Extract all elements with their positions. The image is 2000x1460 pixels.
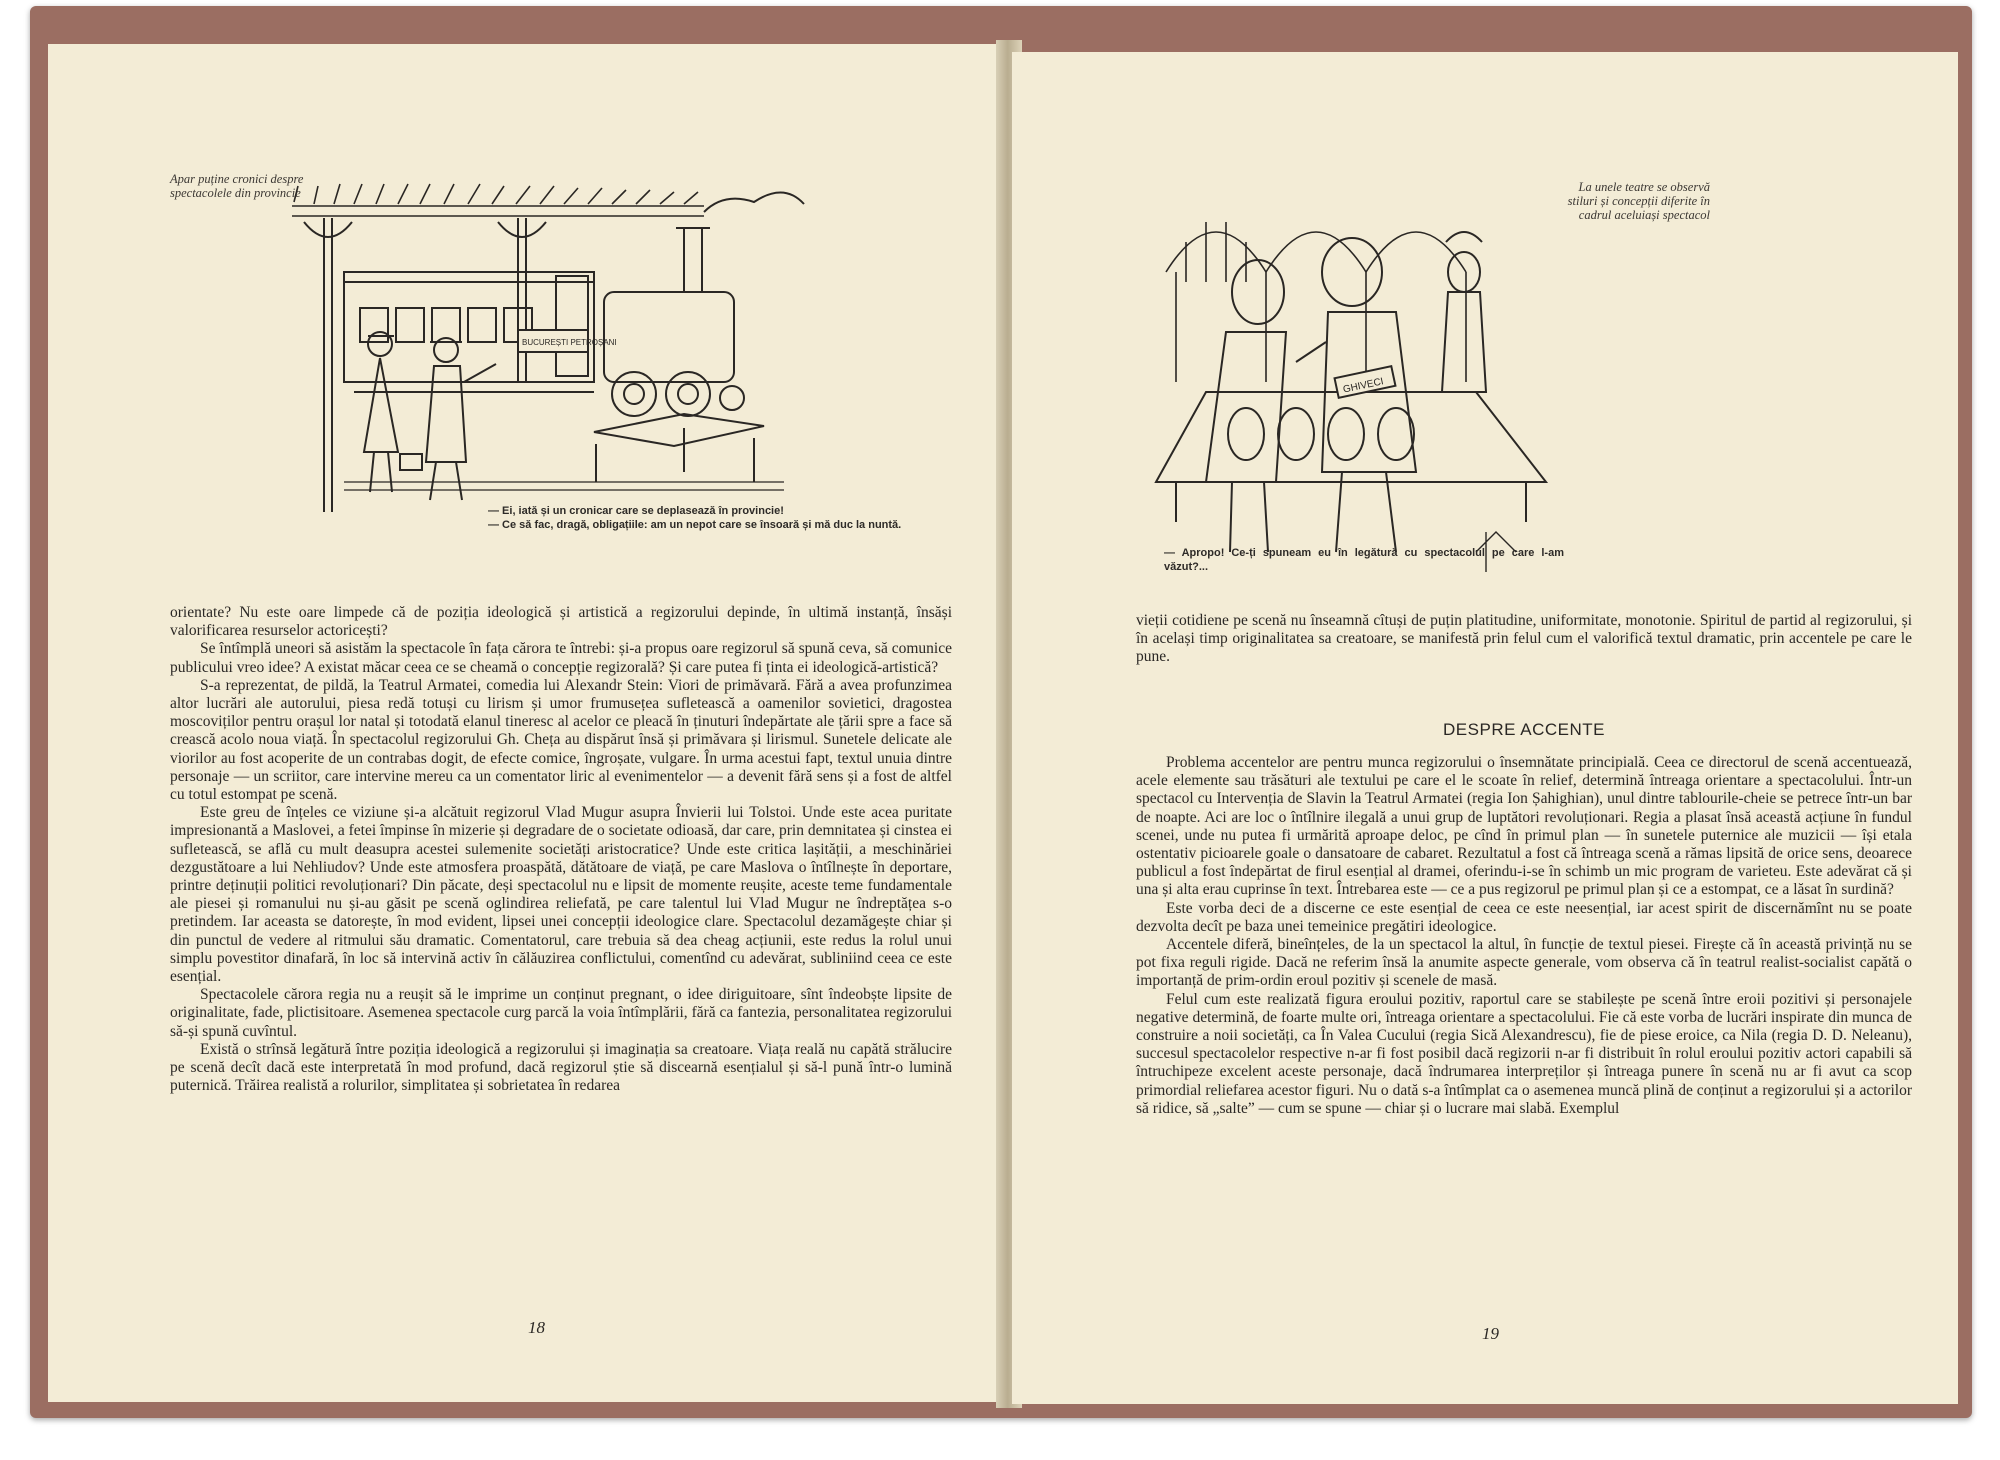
right-body-text: [1136, 754, 1912, 1118]
paragraph: Felul cum este realizată figura eroului pozitiv, raportul care se stabilește pe scenă între eroii pozitivi și personajele negative determină, de foarte multe ori, întreaga orientare a spectacolului. Fie că este vorba de lucrări inspirate din munca de construire a noii societăți, ca În Valea Cucului (regia Sică Alexandrescu), fie de piese eroice, ca Nila (regia D. D. Neleanu), succesul spectacolelor respective n-ar fi fost posibil dacă regizorii n-ar fi distribuit în rolul eroului pozitiv actori capabili să întruchipeze excelent aceste personaje, dacă îndrumarea interpreților și întreaga punere în scenă nu ar fi avut ca scop primordial reliefarea acestor figuri. Nu o dată s-a întîmplat ca o asemenea muncă plină de conținut a regizorului și a actorilor să ridice, să „salte” — cum se spune — chiar și o lucrare mai slabă. Exemplul: [1136, 990, 1912, 1117]
paragraph: Accentele diferă, bineînțeles, de la un spectacol la altul, în funcție de textul piesei. Firește că în această privință nu se pot fixa reguli rigide. Dacă ne referim însă la anumite aspecte generale, vom observa că în teatrul realist-socialist capătă o importanță de prim-ordin eroul pozitiv și scenele de masă.: [1136, 936, 1912, 990]
paragraph: vieții cotidiene pe scenă nu înseamnă cîtuși de puțin platitudine, uniformitate, monotonie. Spiritul de partid al regizorului, și în același timp originalitatea sa creatoare, se manifestă prin felul cum el valorifică textul dramatic, prin accentele pe care le pune.: [1136, 612, 1912, 666]
right-page: [1012, 52, 1958, 1404]
dish-label-text: GHIVECI: [1342, 376, 1385, 396]
paragraph: Se întîmplă uneori să asistăm la spectacole în fața cărora te întrebi: și-a propus oare regizorul să spună ceva, să comunice publicului vreo idee? A existat măcar ceea ce se cheamă o concepție regizorală? Și care putea fi ținta ei ideologică-artistică?: [170, 640, 952, 676]
right-cartoon-dialog: [1164, 546, 1564, 574]
paragraph: Spectacolele cărora regia nu a reușit să le imprime un conținut pregnant, o idee diriguitoare, sînt îndeobște lipsite de originalitate, fade, plictisitoare. Asemenea spectacole curg parcă la voia întîmplării, fără ca fantezia, personalitatea regizorului să-și spună cuvîntul.: [170, 986, 952, 1040]
chef-figure: [1442, 232, 1486, 392]
restaurant-arches: [1166, 222, 1466, 382]
man-figure: [400, 338, 496, 500]
train-station-cartoon: [284, 182, 964, 522]
paragraph: orientate? Nu este oare limpede că de poziția ideologică și artistică a regizorului depinde, în ultimă instanță, însăși valorificarea resurselor actoricești?: [170, 604, 952, 640]
restaurant-cartoon: [1146, 182, 1570, 592]
paragraph: S-a reprezentat, de pildă, la Teatrul Armatei, comedia lui Alexandr Stein: Viori de primăvară. Fără a avea profunzimea altor lucrări ale autorului, piesa redă totuși cu lirism și umor frumusețea sufletească a oamenilor sovietici, dragostea moscoviților pentru orașul lor natal și totodată elanul tineresc al acelor ce pleacă în ținuturi îndepărtate ale țării spre a face să crească acolo noua viață. În spectacolul regizorului Gh. Cheța au dispărut însă și primăvara și lirismul. Sunetele delicate ale viorilor au fost acoperite de un contrabas dogit, de efecte comice, îngroșate, vulgare. În urma acestui fapt, textul unuia dintre personaje — un scriitor, care intervine mereu ca un comentator liric al evenimentelor — a devenit fără sens și a fost de altfel cu totul estompat pe scenă.: [170, 676, 952, 804]
locomotive: [604, 192, 804, 416]
dialog-line: — Apropo! Ce-ți spuneam eu în legătură cu spectacolul pe care l-am văzut?...: [1164, 547, 1564, 573]
left-cartoon-caption: Apar puține cronici despre spectacolele din provincie: [170, 172, 304, 200]
page-number: 18: [528, 1318, 545, 1337]
left-page: [48, 44, 1008, 1402]
dialog-line: — Ce să fac, dragă, obligațiile: am un nepot care se însoară și mă duc la nuntă.: [488, 519, 902, 531]
woman-figure: [364, 332, 398, 492]
section-heading: DESPRE ACCENTE: [1443, 720, 1605, 739]
dialog-line: — Ei, iată și un cronicar care se deplasează în provincie!: [488, 505, 784, 517]
left-man-figure: [1206, 260, 1286, 552]
right-top-text: [1136, 612, 1912, 667]
station-roof: [292, 184, 704, 216]
paragraph: Este greu de înțeles ce viziune și-a alcătuit regizorul Vlad Mugur asupra Învierii lui Tolstoi. Unde este acea puritate impresionantă a Maslovei, a fetei împinse în mizerie și degradare de o societate odioasă, dar care, prin demnitatea și cinstea ei sufletească, se află cu mult deasupra acestei sulemenite societăți aristocratice? Unde este critica lașității, a meschinăriei dezgustătoare a lui Nehliudov? Unde este atmosfera proaspătă, dătătoare de viață, pe care Maslova o întîlnește în deportare, printre deținuții politici revoluționari? Din păcate, deși spectacolul nu e lipsit de momente reușite, aceste teme fundamentale ale piesei și romanului nu și-au găsit pe scenă oglindirea reliefată, pe care talentul lui Vlad Mugur ne îndreptățea s-o pretindem. Iar aceasta se datorește, în mod evident, lipsei unei concepții ideologice clare. Spectacolul dezamăgește chiar și din punctul de vedere al ritmului său dramatic. Comentatorul, care trebuia să dea cheag acțiunii, este redus la rolul unui simplu povestitor dinafară, în loc să intervină activ în călăuzirea conflictului, comentînd cu adevărat, subliniind ceea ce este esențial.: [170, 804, 953, 986]
left-cartoon-dialog: [488, 504, 958, 532]
paragraph: Este vorba deci de a discerne ce este esențial de ceea ce este neesențial, iar acest spirit de discernămînt nu se poate dezvolta decît pe baza unei temeinice pregătiri ideologice.: [1136, 899, 1912, 935]
platform-bench: [594, 414, 764, 482]
right-cartoon-caption: La unele teatre se observă stiluri și concepții diferite în cadrul aceluiași spectacol: [1567, 180, 1710, 222]
station-pillars: [304, 218, 546, 512]
platform-rails: [344, 482, 784, 490]
paragraph: Problema accentelor are pentru munca regizorului o însemnătate principială. Ceea ce directorul de scenă accentuează, acele elemente sau trăsături ale textului pe care el le scoate în relief, determină întreaga orientare a spectacolului. Într-un spectacol cu Intervenția de Slavin la Teatrul Armatei (regia Ion Șahighian), unul dintre tablourile-cheie se petrece într-un bar de noapte. Aci are loc o întîlnire ilegală a unui grup de luptători revoluționari. Regia a plasat însă această acțiune în fundul scenei, unde nu putea fi urmărită aproape deloc, pe cînd în primul plan — în sunetele puternice ale muzicii — își etala ostentativ picioarele goale o dansatoare de cabaret. Rezultatul a fost că întreaga scenă a rămas lipsită de orice sens, deoarece publicul a fost îndepărtat de firul esențial al dramei, oferindu-i-se în schimb un mic program de varieteu. Este adevărat că și una și alta erau cuprinse în text. Întrebarea este — ce a pus regizorul pe primul plan și ce a estompat, ce a lăsat în surdină?: [1136, 754, 1912, 899]
paragraph: Există o strînsă legătură între poziția ideologică a regizorului și imaginația sa creatoare. Viața reală nu capătă strălucire pe scenă decît dacă este interpretată în mod profund, dacă regizorul știe să discearnă esențialul și să-l pună într-o lumină puternică. Trăirea realistă a rolurilor, simplitatea și sobrietatea în redarea: [170, 1040, 952, 1095]
train-sign-text: BUCUREȘTI PETROȘANI: [522, 338, 617, 347]
left-body-text: [170, 604, 952, 1095]
page-number: 19: [1482, 1324, 1499, 1343]
